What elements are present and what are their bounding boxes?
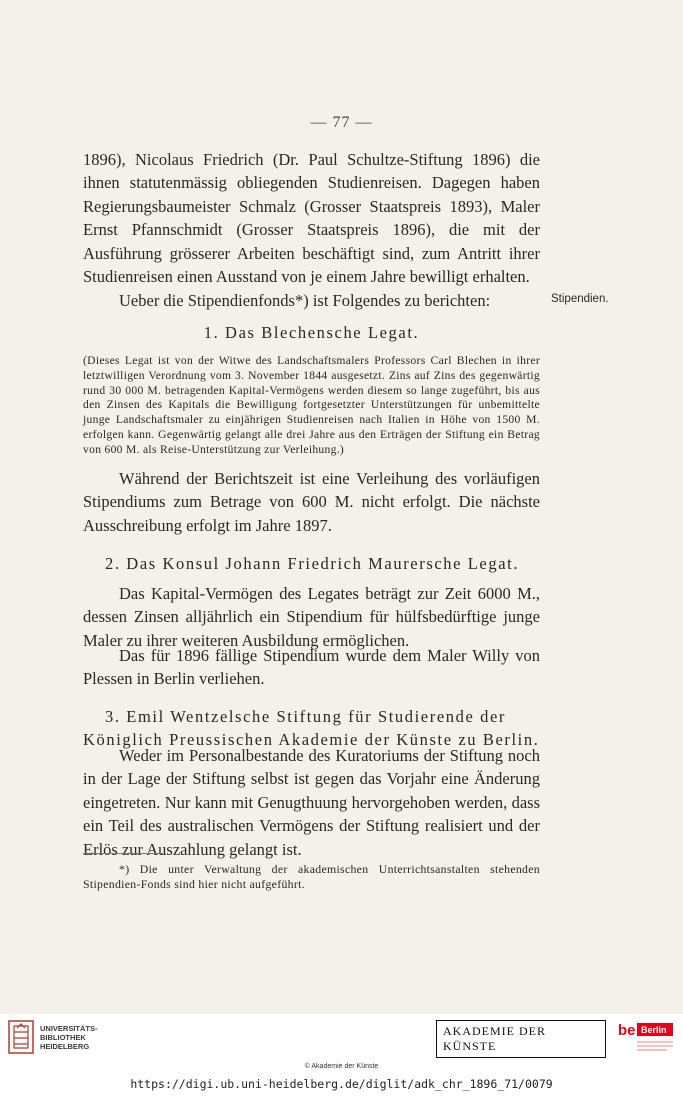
berlin-bear-icon (617, 1020, 675, 1058)
berlin-logo-text: Berlin (641, 1025, 667, 1035)
uni-line-2: BIBLIOTHEK (40, 1032, 86, 1042)
paragraph-blechen-status: Während der Berichtszeit ist eine Verleihung des vorläufigen Stipendiums zum Betrage von 600 M. nicht erfolgt. Die nächste Ausschreibung erfolgt im Jahre 1897. (83, 469, 540, 535)
copyright-text: © Akademie der Künste (304, 1063, 379, 1070)
heading-maurer-legat: 2. Das Konsul Johann Friedrich Maurersche Legat. (105, 554, 520, 573)
berlin-logo[interactable] (617, 1020, 675, 1058)
source-url-link[interactable]: https://digi.ub.uni-heidelberg.de/diglit/adk_chr_1896_71/0079 (130, 1077, 553, 1091)
intro-stipendienfonds: Ueber die Stipendienfonds*) ist Folgendes zu berichten: (119, 291, 491, 310)
uni-line-1: UNIVERSITÄTS- (40, 1023, 98, 1033)
adk-logo-text: AKADEMIE DER KÜNSTE (436, 1020, 606, 1058)
margin-note-stipendien: Stipendien. (551, 293, 609, 305)
library-seal-icon (8, 1020, 34, 1054)
paragraph-studienreisen: 1896), Nicolaus Friedrich (Dr. Paul Schultze-Stiftung 1896) die ihnen statutenmässig obliegenden Studienreisen. Dagegen haben Regierungsbaumeister Schmalz (Grosser Staatspreis 1893), Maler Ernst Pfannschmidt (Grosser Staatspreis 1896), die mit der Ausführung grösserer Arbeiten beschäftigt sind, zum Antritt ihrer Studienreisen einen Ausstand von je einem Jahre bewilligt erhalten. (83, 150, 540, 287)
adk-logo[interactable] (436, 1022, 606, 1056)
heading-blechen-legat: 1. Das Blechensche Legat. (203, 323, 420, 342)
svg-text:be: be (618, 1022, 636, 1039)
uni-line-3: HEIDELBERG (40, 1041, 90, 1051)
paragraph-wentzel-status: Weder im Personalbestande des Kuratoriums der Stiftung noch in der Lage der Stiftung selbst ist gegen das Vorjahr eine Änderung eingetreten. Nur kann mit Genugthuung hervorgehoben werden, dass ein Teil des australischen Vermögens der Stiftung realisiert und der Erlös zur Auszahlung gelangt ist. (83, 746, 540, 859)
footnote: *) Die unter Verwaltung der akademischen Unterrichtsanstalten stehenden Stipendien-Fonds sind hier nicht aufgeführt. (83, 862, 540, 891)
uni-heidelberg-logo[interactable] (8, 1020, 98, 1054)
heading-wentzel-stiftung: 3. Emil Wentzelsche Stiftung für Studierende der Königlich Preussischen Akademie der Künste zu Berlin. (83, 707, 540, 750)
paragraph-maurer-award: Das für 1896 fällige Stipendium wurde dem Maler Willy von Plessen in Berlin verliehen. (83, 646, 540, 689)
page-number: — 77 — (310, 114, 373, 131)
footnote-rule (83, 853, 163, 854)
note-blechen-legat: (Dieses Legat ist von der Witwe des Landschaftsmalers Professors Carl Blechen in ihrer letztwilligen Verordnung vom 3. November 1844 ausgesetzt. Zins auf Zins des gegenwärtig rund 30 000 M. betragenden Kapital-Vermögens werden diesem so lange zugeführt, bis aus den Zinsen des Kapitals die Bewilligung fortgesetzter Unterstützungen für unbemittelte junge Landschaftsmaler zu einjährigen Studienreisen nach Italien in Höhe von 1500 M. erfolgen kann. Gegenwärtig gelangt alle drei Jahre aus den Erträgen der Stiftung ein Betrag von 600 M. als Reise-Unterstützung zur Verleihung.) (83, 354, 540, 456)
paragraph-maurer-capital: Das Kapital-Vermögen des Legates beträgt zur Zeit 6000 M., dessen Zinsen alljährlich ein Stipendium für hülfsbedürftige junge Maler zu ihrer weiteren Ausbildung ermöglichen. (83, 584, 540, 650)
